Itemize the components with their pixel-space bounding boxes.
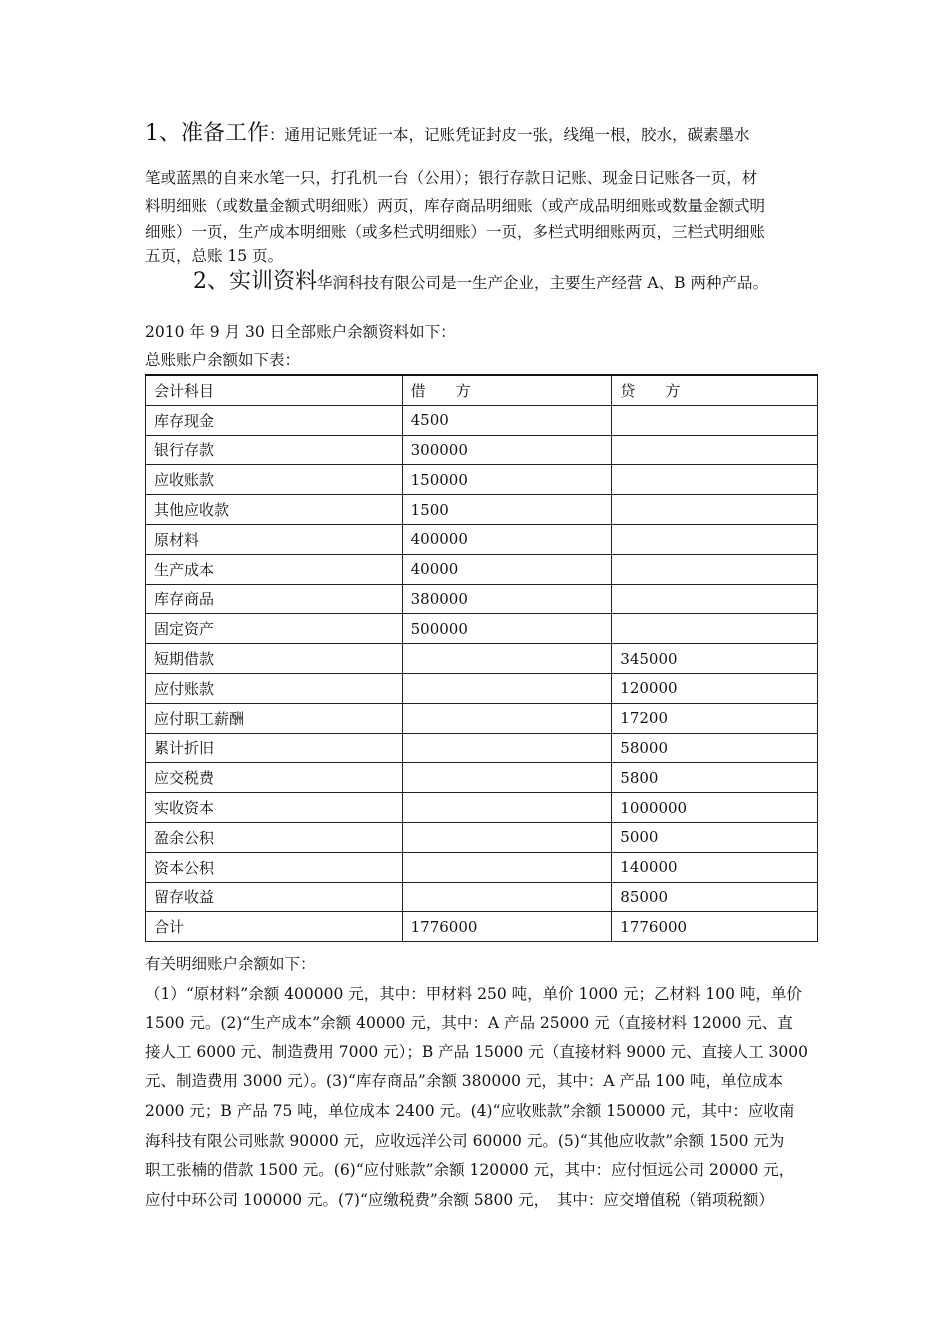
- debit-cell: [402, 733, 612, 763]
- ledger-row: [146, 733, 818, 763]
- debit-cell: [402, 852, 612, 882]
- account-cell: 应付账款: [146, 673, 403, 703]
- account-cell: 原材料: [146, 524, 403, 554]
- section1-first-line: [145, 121, 815, 146]
- details-line-2: 接人工 6000 元、制造费用 7000 元）；B 产品 15000 元（直接材料 9000 元、直接人工 3000: [145, 1043, 809, 1061]
- account-cell: 其他应收款: [146, 495, 403, 525]
- credit-cell: 58000: [612, 733, 818, 763]
- debit-cell: 4500: [402, 405, 612, 435]
- credit-cell: [612, 435, 818, 465]
- credit-cell: [612, 405, 818, 435]
- credit-cell: 140000: [612, 852, 818, 882]
- ledger-row: [146, 882, 818, 912]
- details-line-7: 应付中环公司 100000 元。(7)“应缴税费”余额 5800 元， 其中：应交增值税（销项税额）: [145, 1191, 774, 1209]
- ledger-row: [146, 763, 818, 793]
- account-cell: 留存收益: [146, 882, 403, 912]
- credit-cell: 85000: [612, 882, 818, 912]
- ledger-row: [146, 614, 818, 644]
- ledger-header-row: [146, 375, 818, 405]
- ledger-row: [146, 554, 818, 584]
- credit-cell: 120000: [612, 673, 818, 703]
- section1-line-2: 料明细账（或数量金额式明细账）两页，库存商品明细账（或产成品明细账或数量金额式明: [145, 197, 766, 215]
- ledger-row: [146, 584, 818, 614]
- details-line-6: 职工张楠的借款 1500 元。(6)“应付账款”余额 120000 元，其中：应付恒远公司 20000 元，: [145, 1161, 795, 1179]
- credit-cell: 17200: [612, 703, 818, 733]
- account-cell: 累计折旧: [146, 733, 403, 763]
- section2-first-line: [193, 269, 863, 294]
- details-caption: 有关明细账户余额如下：: [145, 955, 316, 973]
- account-cell: 应交税费: [146, 763, 403, 793]
- ledger-body: [146, 405, 818, 941]
- credit-cell: 1776000: [612, 912, 818, 942]
- header-credit: 贷 方: [612, 375, 818, 405]
- details-line-0: （1）“原材料”余额 400000 元，其中：甲材料 250 吨，单价 1000 元；乙材料 100 吨，单价: [145, 985, 802, 1003]
- section1-line-3: 细账）一页，生产成本明细账（或多栏式明细账）一页，多栏式明细账两页，三栏式明细账: [145, 223, 766, 241]
- details-line-4: 2000 元；B 产品 75 吨，单位成本 2400 元。(4)“应收账款”余额 150000 元，其中：应收南: [145, 1102, 795, 1120]
- debit-cell: [402, 673, 612, 703]
- credit-cell: 5800: [612, 763, 818, 793]
- debit-cell: 400000: [402, 524, 612, 554]
- account-cell: 应收账款: [146, 465, 403, 495]
- debit-cell: 40000: [402, 554, 612, 584]
- credit-cell: 1000000: [612, 793, 818, 823]
- details-line-5: 海科技有限公司账款 90000 元，应收远洋公司 60000 元。(5)“其他应收款”余额 1500 元为: [145, 1132, 785, 1150]
- account-cell: 银行存款: [146, 435, 403, 465]
- section1-heading: 1、准备工作: [145, 121, 269, 146]
- account-cell: 生产成本: [146, 554, 403, 584]
- debit-cell: 1500: [402, 495, 612, 525]
- debit-cell: [402, 703, 612, 733]
- debit-cell: 380000: [402, 584, 612, 614]
- header-debit: 借 方: [402, 375, 612, 405]
- credit-cell: [612, 524, 818, 554]
- credit-cell: [612, 465, 818, 495]
- section1-line-4: 五页，总账 15 页。: [145, 247, 284, 265]
- account-cell: 合计: [146, 912, 403, 942]
- section2-date-line: 2010 年 9 月 30 日全部账户余额资料如下：: [145, 323, 456, 341]
- credit-cell: [612, 584, 818, 614]
- ledger-row: [146, 852, 818, 882]
- account-cell: 固定资产: [146, 614, 403, 644]
- details-line-3: 元、制造费用 3000 元）。(3)“库存商品”余额 380000 元，其中：A 产品 100 吨，单位成本: [145, 1072, 783, 1090]
- credit-cell: [612, 495, 818, 525]
- debit-cell: [402, 793, 612, 823]
- table-caption: 总账账户余额如下表：: [145, 351, 301, 369]
- ledger-row: [146, 673, 818, 703]
- ledger-row: [146, 405, 818, 435]
- section1-line-1: 笔或蓝黑的自来水笔一只，打孔机一台（公用）；银行存款日记账、现金日记账各一页，材: [145, 169, 758, 187]
- ledger-row: [146, 495, 818, 525]
- header-account: 会计科目: [146, 375, 403, 405]
- ledger-row: [146, 644, 818, 674]
- details-line-1: 1500 元。(2)“生产成本”余额 40000 元，其中：A 产品 25000 元（直接材料 12000 元、直: [145, 1014, 793, 1032]
- debit-cell: [402, 822, 612, 852]
- section1-line-0: ：通用记账凭证一本，记账凭证封皮一张，线绳一根，胶水，碳素墨水: [269, 126, 750, 144]
- account-cell: 库存现金: [146, 405, 403, 435]
- credit-cell: [612, 554, 818, 584]
- account-cell: 短期借款: [146, 644, 403, 674]
- credit-cell: 5000: [612, 822, 818, 852]
- debit-cell: 300000: [402, 435, 612, 465]
- ledger-total-row: [146, 912, 818, 942]
- ledger-row: [146, 465, 818, 495]
- debit-cell: [402, 644, 612, 674]
- ledger-table: [145, 374, 818, 942]
- ledger-row: [146, 524, 818, 554]
- ledger-row: [146, 703, 818, 733]
- account-cell: 盈余公积: [146, 822, 403, 852]
- ledger-row: [146, 793, 818, 823]
- ledger-row: [146, 822, 818, 852]
- credit-cell: 345000: [612, 644, 818, 674]
- account-cell: 实收资本: [146, 793, 403, 823]
- credit-cell: [612, 614, 818, 644]
- debit-cell: [402, 763, 612, 793]
- debit-cell: 1776000: [402, 912, 612, 942]
- account-cell: 库存商品: [146, 584, 403, 614]
- section2-intro: 华润科技有限公司是一生产企业，主要生产经营 A、B 两种产品。: [317, 274, 768, 292]
- debit-cell: 500000: [402, 614, 612, 644]
- debit-cell: [402, 882, 612, 912]
- section2-heading: 2、实训资料: [193, 269, 317, 294]
- ledger-row: [146, 435, 818, 465]
- account-cell: 应付职工薪酬: [146, 703, 403, 733]
- account-cell: 资本公积: [146, 852, 403, 882]
- debit-cell: 150000: [402, 465, 612, 495]
